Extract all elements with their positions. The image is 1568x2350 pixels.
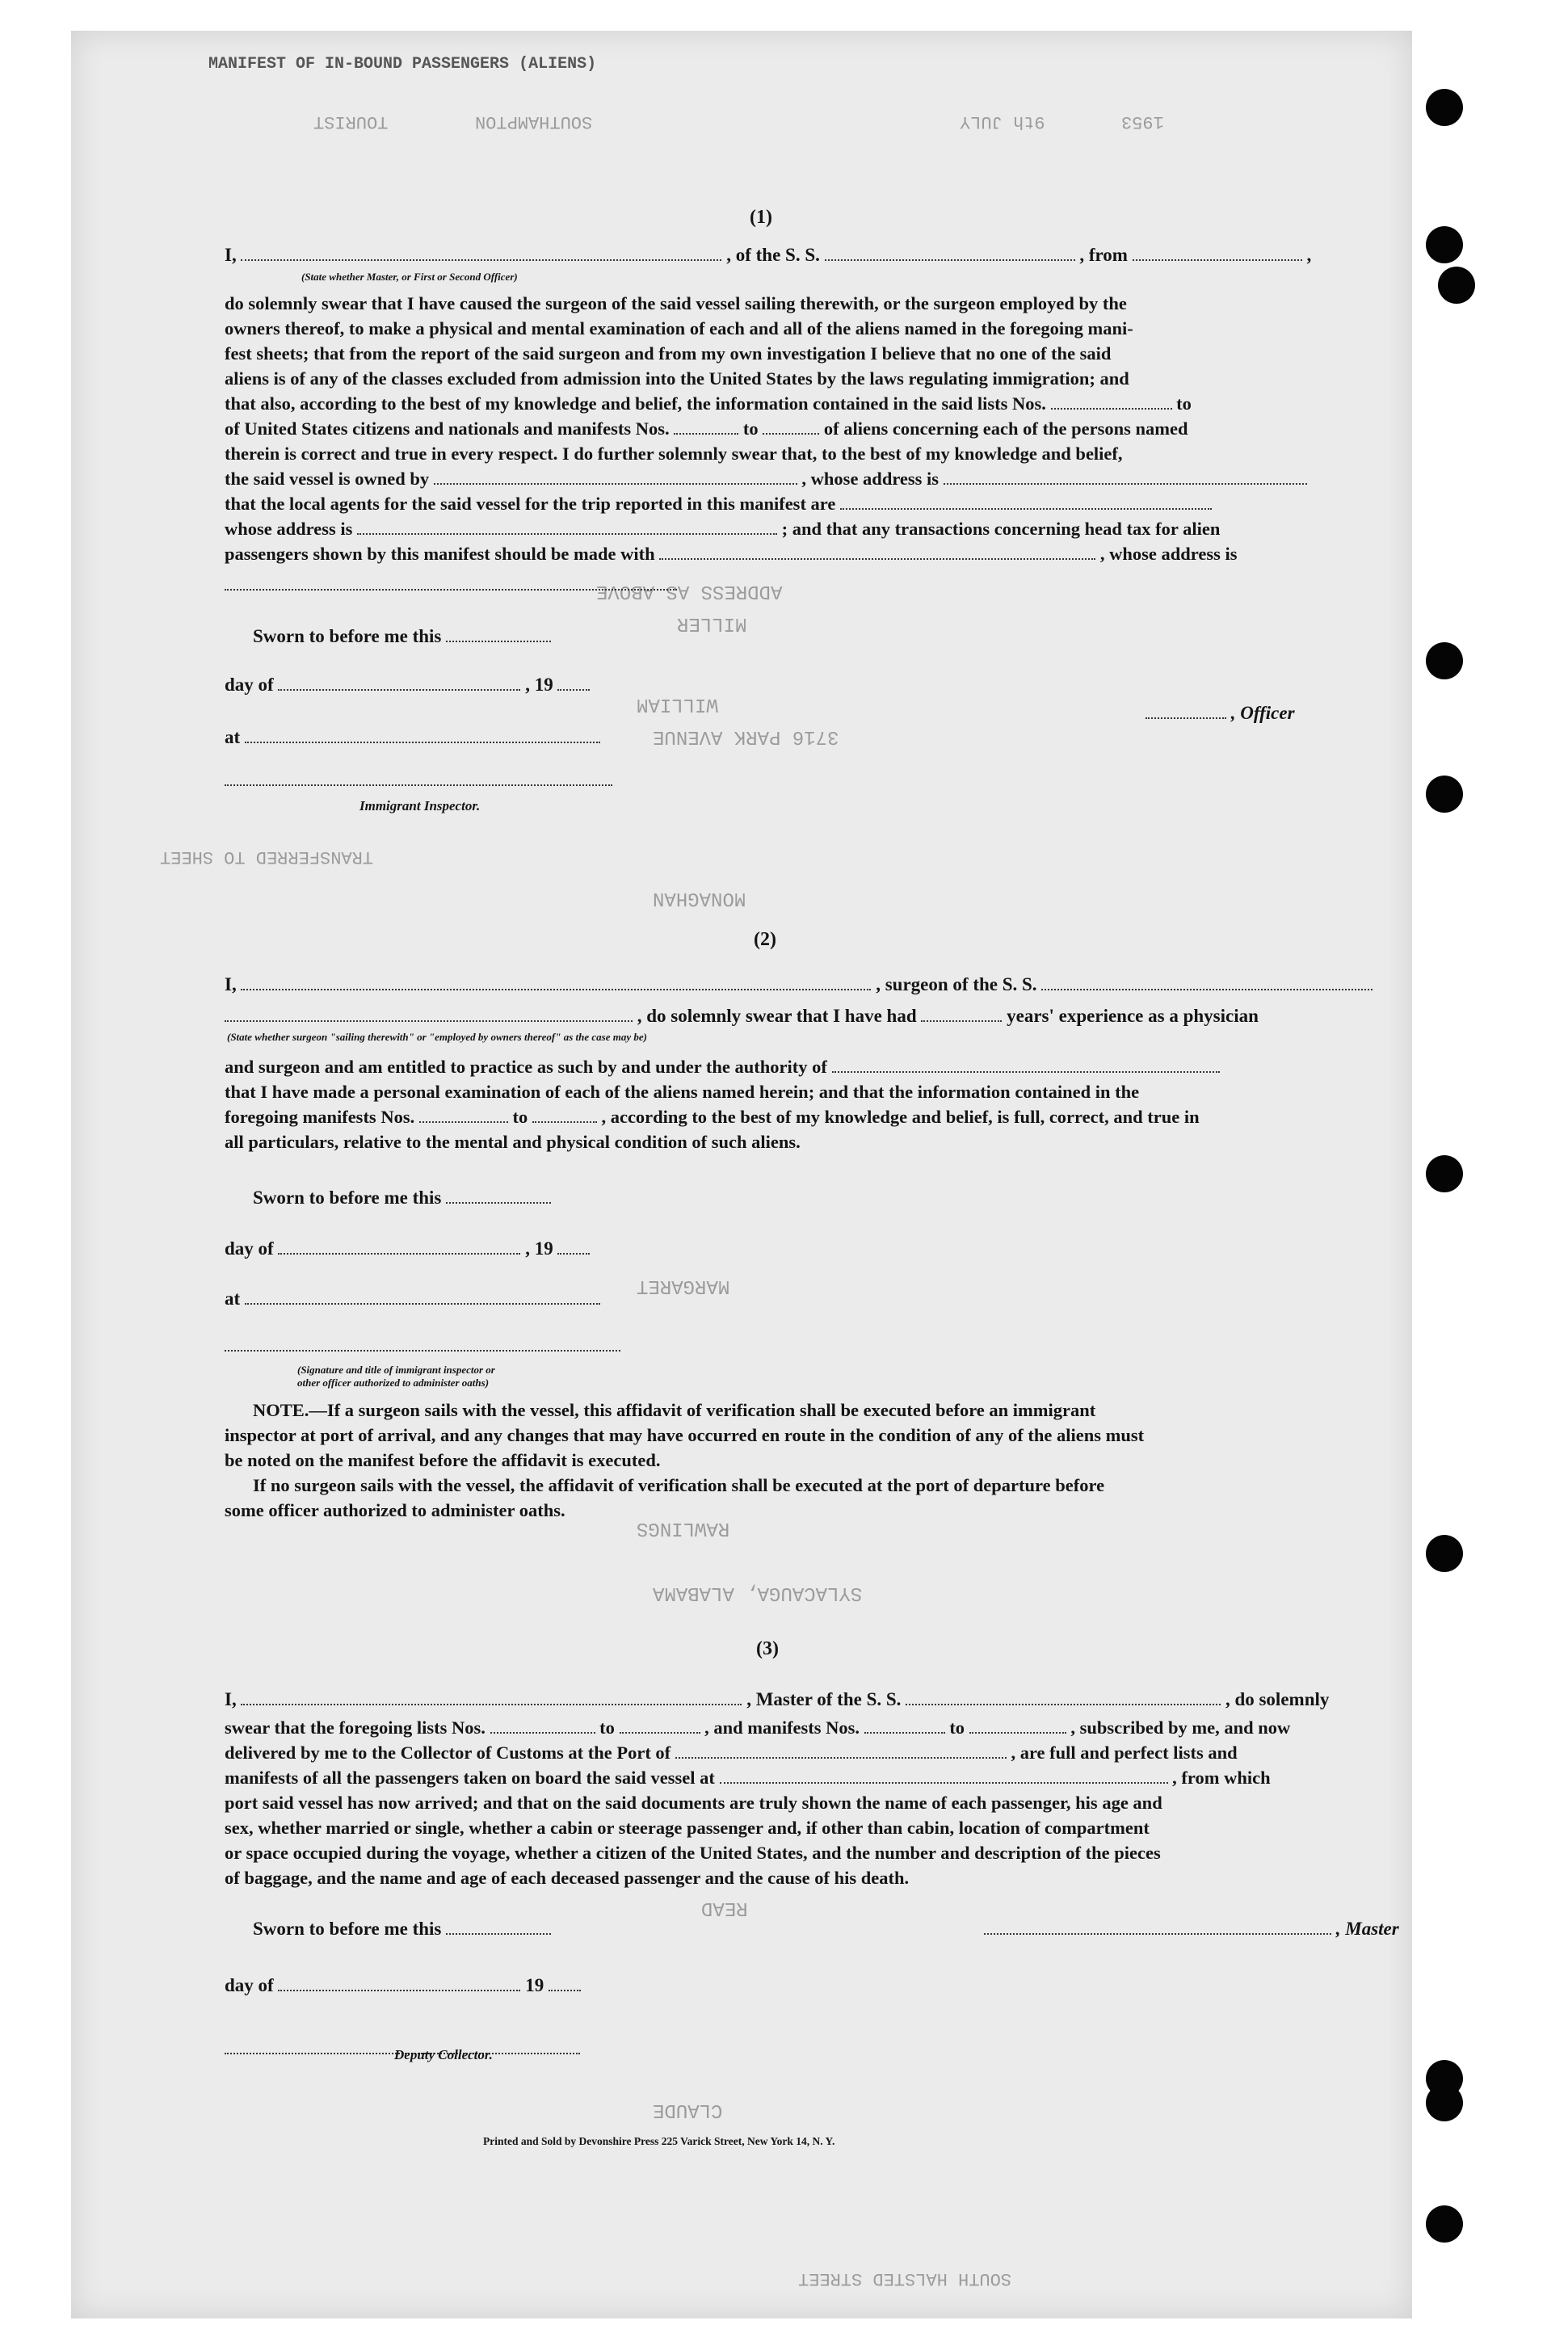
day-of-3 (225, 1975, 581, 1996)
section-1-para-line: fest sheets; that from the report of the said surgeon and from my own investigation I believe that no one of the said (225, 343, 1112, 364)
lists-nos-text: swear that the foregoing lists Nos. (225, 1717, 486, 1738)
sworn-day-field (446, 1188, 551, 1204)
note-line (225, 1398, 1444, 1423)
note-line: some officer authorized to administer oaths. (225, 1500, 565, 1520)
years-field (921, 1006, 1002, 1022)
manifest-nos-field (674, 418, 738, 435)
faint-text: RAWLINGS (637, 1517, 730, 1539)
owner-address-field (944, 469, 1307, 485)
lists-from-field (490, 1717, 595, 1734)
to-word: to (512, 1107, 528, 1127)
taken-on-text: manifests of all the passengers taken on board the said vessel at (225, 1768, 715, 1788)
officer-line (1146, 703, 1295, 724)
day-of-field (278, 1238, 520, 1255)
embark-port-field (720, 1768, 1168, 1784)
lists-text: that also, according to the best of my knowledge and belief, the information contained in the said lists Nos. (225, 393, 1046, 414)
faint-header-1: MANIFEST OF IN-BOUND PASSENGERS (ALIENS) (208, 55, 597, 74)
authority-field (832, 1057, 1220, 1073)
agents-field (840, 494, 1212, 510)
section-1-paragraph (225, 291, 1444, 566)
section-3-number: (3) (756, 1638, 779, 1659)
year-field (549, 1975, 581, 1991)
note-block (225, 1398, 1444, 1523)
faint-text: MONAGHAN (653, 887, 746, 909)
faint-text: TOURIST (313, 111, 389, 132)
section-3-line-1 (225, 1689, 1329, 1710)
section-3-para-line: sex, whether married or single, whether a cabin or steerage passenger and, if other than cabin, location of compartment (225, 1818, 1150, 1838)
head-tax-text: ; and that any transactions concerning head tax for alien (781, 519, 1221, 539)
deputy-label: Deputy Collector. (394, 2047, 493, 2062)
lists-nos-field (1051, 393, 1172, 410)
to-word: to (599, 1717, 615, 1738)
vessel-name-field (825, 245, 1075, 261)
surgeon-of-ss: , surgeon of the S. S. (876, 974, 1037, 994)
day-of-field (278, 675, 520, 691)
solemnly-text: , do solemnly (1225, 1689, 1330, 1709)
sworn-2 (253, 1188, 551, 1209)
punch-hole (1426, 776, 1463, 813)
from-which-text: , from which (1172, 1768, 1271, 1788)
year-text: , 19 (525, 1238, 553, 1259)
signature-note-1: (Signature and title of immigrant inspector or (297, 1364, 495, 1376)
manifests-nos-text: foregoing manifests Nos. (225, 1107, 415, 1127)
authority-text: and surgeon and am entitled to practice as such by and under the authority of (225, 1057, 827, 1077)
section-1-tail: , (1306, 245, 1312, 265)
officer-field (1146, 703, 1226, 719)
whose-address-text-2: , whose address is (1099, 544, 1238, 564)
section-1-of-ss: , of the S. S. (726, 245, 820, 265)
swear-text: , do solemnly swear that I have had (637, 1006, 917, 1026)
section-1-para-line (225, 416, 1444, 441)
section-2-para-line (225, 1104, 1444, 1129)
sworn-3 (253, 1919, 551, 1940)
manifests-to-field (532, 1107, 597, 1123)
punch-hole (1426, 642, 1463, 679)
at-text: at (225, 727, 241, 747)
surgeon-name-field (241, 974, 871, 990)
surgeon-note: (State whether surgeon "sailing therewith" or "employed by owners thereof" as the case may be) (227, 1031, 647, 1043)
sworn-1 (253, 626, 551, 647)
at-field (245, 1289, 600, 1305)
aliens-text: of aliens concerning each of the persons named (823, 418, 1188, 439)
at-field (245, 727, 600, 743)
faint-text: WILLIAM (637, 693, 718, 715)
at-1 (225, 727, 600, 748)
agents-text: that the local agents for the said vessel for the trip reported in this manifest are (225, 494, 836, 514)
year-field (557, 675, 590, 691)
punch-hole (1438, 267, 1475, 304)
faint-text: 1953 (1121, 111, 1164, 132)
section-1-para-line: owners thereof, to make a physical and mental examination of each and all of the aliens named in the foregoing mani- (225, 318, 1133, 338)
inspector-line-1 (225, 770, 612, 791)
day-of-text: day of (225, 1975, 274, 1995)
agents-address-field (357, 519, 777, 535)
signature-field (225, 1335, 620, 1352)
day-of-1 (225, 675, 590, 696)
sworn-text: Sworn to before me this (253, 1919, 442, 1939)
section-1-para-line (225, 466, 1444, 491)
sworn-text: Sworn to before me this (253, 1188, 442, 1208)
master-sign-line (984, 1919, 1399, 1940)
port-field (675, 1743, 1007, 1759)
years-text: years' experience as a physician (1007, 1006, 1259, 1026)
sworn-day-field (446, 1919, 551, 1935)
section-1-line-12 (225, 574, 677, 595)
master-note: (State whether Master, or First or Second Officer) (301, 271, 518, 283)
owned-text: the said vessel is owned by (225, 469, 430, 489)
faint-text: SOUTHAMPTON (475, 111, 593, 132)
inspector-label: Immigrant Inspector. (359, 798, 481, 813)
section-1-para-line (225, 491, 1444, 516)
section-1-para-line: aliens is of any of the classes excluded from admission into the United States by the laws regulating immigration; and (225, 368, 1129, 389)
vessel-field-3 (906, 1689, 1221, 1705)
section-3-para-line: of baggage, and the name and age of each deceased passenger and the cause of his death. (225, 1868, 910, 1888)
faint-text: SYLACAUGA, ALABAMA (653, 1582, 863, 1604)
faint-text: TRANSFERRED TO SHEET (160, 847, 374, 867)
sworn-day-field (446, 626, 551, 642)
day-of-text: day of (225, 1238, 274, 1259)
section-1-line-1 (225, 245, 1311, 266)
whose-address-text: whose address is (225, 519, 353, 539)
section-1-para-line: do solemnly swear that I have caused the surgeon of the said vessel sailing therewith, or the surgeon employed by the (225, 293, 1127, 313)
section-3-para-line (225, 1715, 1444, 1740)
faint-text: 9th JULY (960, 111, 1045, 132)
section-2-paragraph (225, 1054, 1444, 1154)
faint-text: 3716 PARK AVENUE (653, 725, 839, 747)
note-label: NOTE. (253, 1400, 309, 1420)
note-line: be noted on the manifest before the affidavit is executed. (225, 1450, 661, 1470)
address-text: , whose address is (801, 469, 940, 489)
faint-text: MILLER (677, 612, 747, 634)
from-port-field (1133, 245, 1302, 261)
passengers-text: passengers shown by this manifest should be made with (225, 544, 655, 564)
lists-to-field (620, 1717, 700, 1734)
printer-credit: Printed and Sold by Devonshire Press 225 Varick Street, New York 14, N. Y. (483, 2135, 835, 2147)
note-line: inspector at port of arrival, and any changes that may have occurred en route in the condition of any of the aliens must (225, 1425, 1145, 1445)
subscribed-text: , subscribed by me, and now (1070, 1717, 1291, 1738)
signature-note-2: other officer authorized to administer oaths) (297, 1377, 490, 1389)
punch-hole (1426, 2205, 1463, 2243)
section-3-para-line: or space occupied during the voyage, whether a citizen of the United States, and the number and description of the pieces (225, 1843, 1161, 1863)
punch-hole (1426, 2084, 1463, 2121)
section-3-i: I, (225, 1689, 237, 1709)
section-2-para-line (225, 1054, 1444, 1079)
at-2 (225, 1289, 600, 1310)
punch-hole (1426, 1535, 1463, 1572)
manifest-to-field (763, 418, 819, 435)
correct-text: , according to the best of my knowledge and belief, is full, correct, and true in (601, 1107, 1200, 1127)
sailing-field (225, 1006, 633, 1022)
section-2-line-2 (225, 1006, 1259, 1027)
at-text: at (225, 1289, 241, 1309)
section-3-para-line: port said vessel has now arrived; and that on the said documents are truly shown the name of each passenger, his age and (225, 1793, 1162, 1813)
manifests-nos-text: , and manifests Nos. (704, 1717, 860, 1738)
to-word: to (742, 418, 759, 439)
manifests-from-field (864, 1717, 945, 1734)
master-of-ss: , Master of the S. S. (746, 1689, 902, 1709)
full-lists-text: , are full and perfect lists and (1011, 1743, 1238, 1763)
section-2-line-1 (225, 974, 1373, 995)
owner-field (434, 469, 797, 485)
manifests-to-field (969, 1717, 1066, 1734)
faint-text: ADDRESS AS ABOVE (596, 580, 783, 602)
signature-line-2 (225, 1335, 620, 1356)
head-tax-address-field (225, 574, 677, 591)
punch-hole (1426, 89, 1463, 126)
punch-hole (1426, 1155, 1463, 1192)
section-3-para-line (225, 1765, 1444, 1790)
manifests-text: of United States citizens and nationals and manifests Nos. (225, 418, 670, 439)
note-text: —If a surgeon sails with the vessel, this affidavit of verification shall be executed before an immigrant (309, 1400, 1096, 1420)
surgeon-vessel-field (1041, 974, 1373, 990)
inspector-signature-field (225, 770, 612, 786)
section-1-para-line (225, 391, 1444, 416)
master-text: , Master (1335, 1919, 1399, 1939)
day-of-field (278, 1975, 520, 1991)
punch-hole (1426, 226, 1463, 263)
manifests-from-field (419, 1107, 508, 1123)
section-1-para-line: therein is correct and true in every respect. I do further solemnly swear that, to the best of my knowledge and belief, (225, 444, 1123, 464)
section-1-number: (1) (750, 207, 772, 228)
faint-text: MARGARET (637, 1275, 730, 1297)
note-line: If no surgeon sails with the vessel, the affidavit of verification shall be executed at the port of departure before (253, 1475, 1105, 1495)
section-3-para-line (225, 1740, 1444, 1765)
year-text: , 19 (525, 675, 553, 695)
head-tax-field (659, 544, 1095, 560)
master-name-field-3 (241, 1689, 742, 1705)
day-of-2 (225, 1238, 590, 1259)
section-2-para-line: all particulars, relative to the mental and physical condition of such aliens. (225, 1132, 801, 1152)
day-of-text: day of (225, 675, 274, 695)
faint-text: CLAUDE (653, 2099, 723, 2121)
faint-text: SOUTH HALSTED STREET (798, 2268, 1012, 2289)
section-1-from: , from (1079, 245, 1128, 265)
to-word: to (1176, 393, 1192, 414)
master-name-field (241, 245, 721, 261)
to-word: to (949, 1717, 965, 1738)
section-1-para-line (225, 516, 1444, 541)
officer-text: , Officer (1230, 703, 1295, 723)
section-1-para-line (225, 541, 1444, 566)
section-2-number: (2) (754, 929, 776, 950)
master-signature-field (984, 1919, 1331, 1935)
year-field (557, 1238, 590, 1255)
section-2-para-line: that I have made a personal examination of each of the aliens named herein; and that the information contained in the (225, 1082, 1140, 1102)
manifest-sheet (71, 31, 1412, 2318)
section-2-i: I, (225, 974, 237, 994)
sworn-text: Sworn to before me this (253, 626, 442, 646)
year-text: 19 (525, 1975, 544, 1995)
collector-text: delivered by me to the Collector of Customs at the Port of (225, 1743, 671, 1763)
faint-text: READ (701, 1897, 748, 1919)
section-3-paragraph (225, 1715, 1444, 1890)
section-1-i: I, (225, 245, 237, 265)
